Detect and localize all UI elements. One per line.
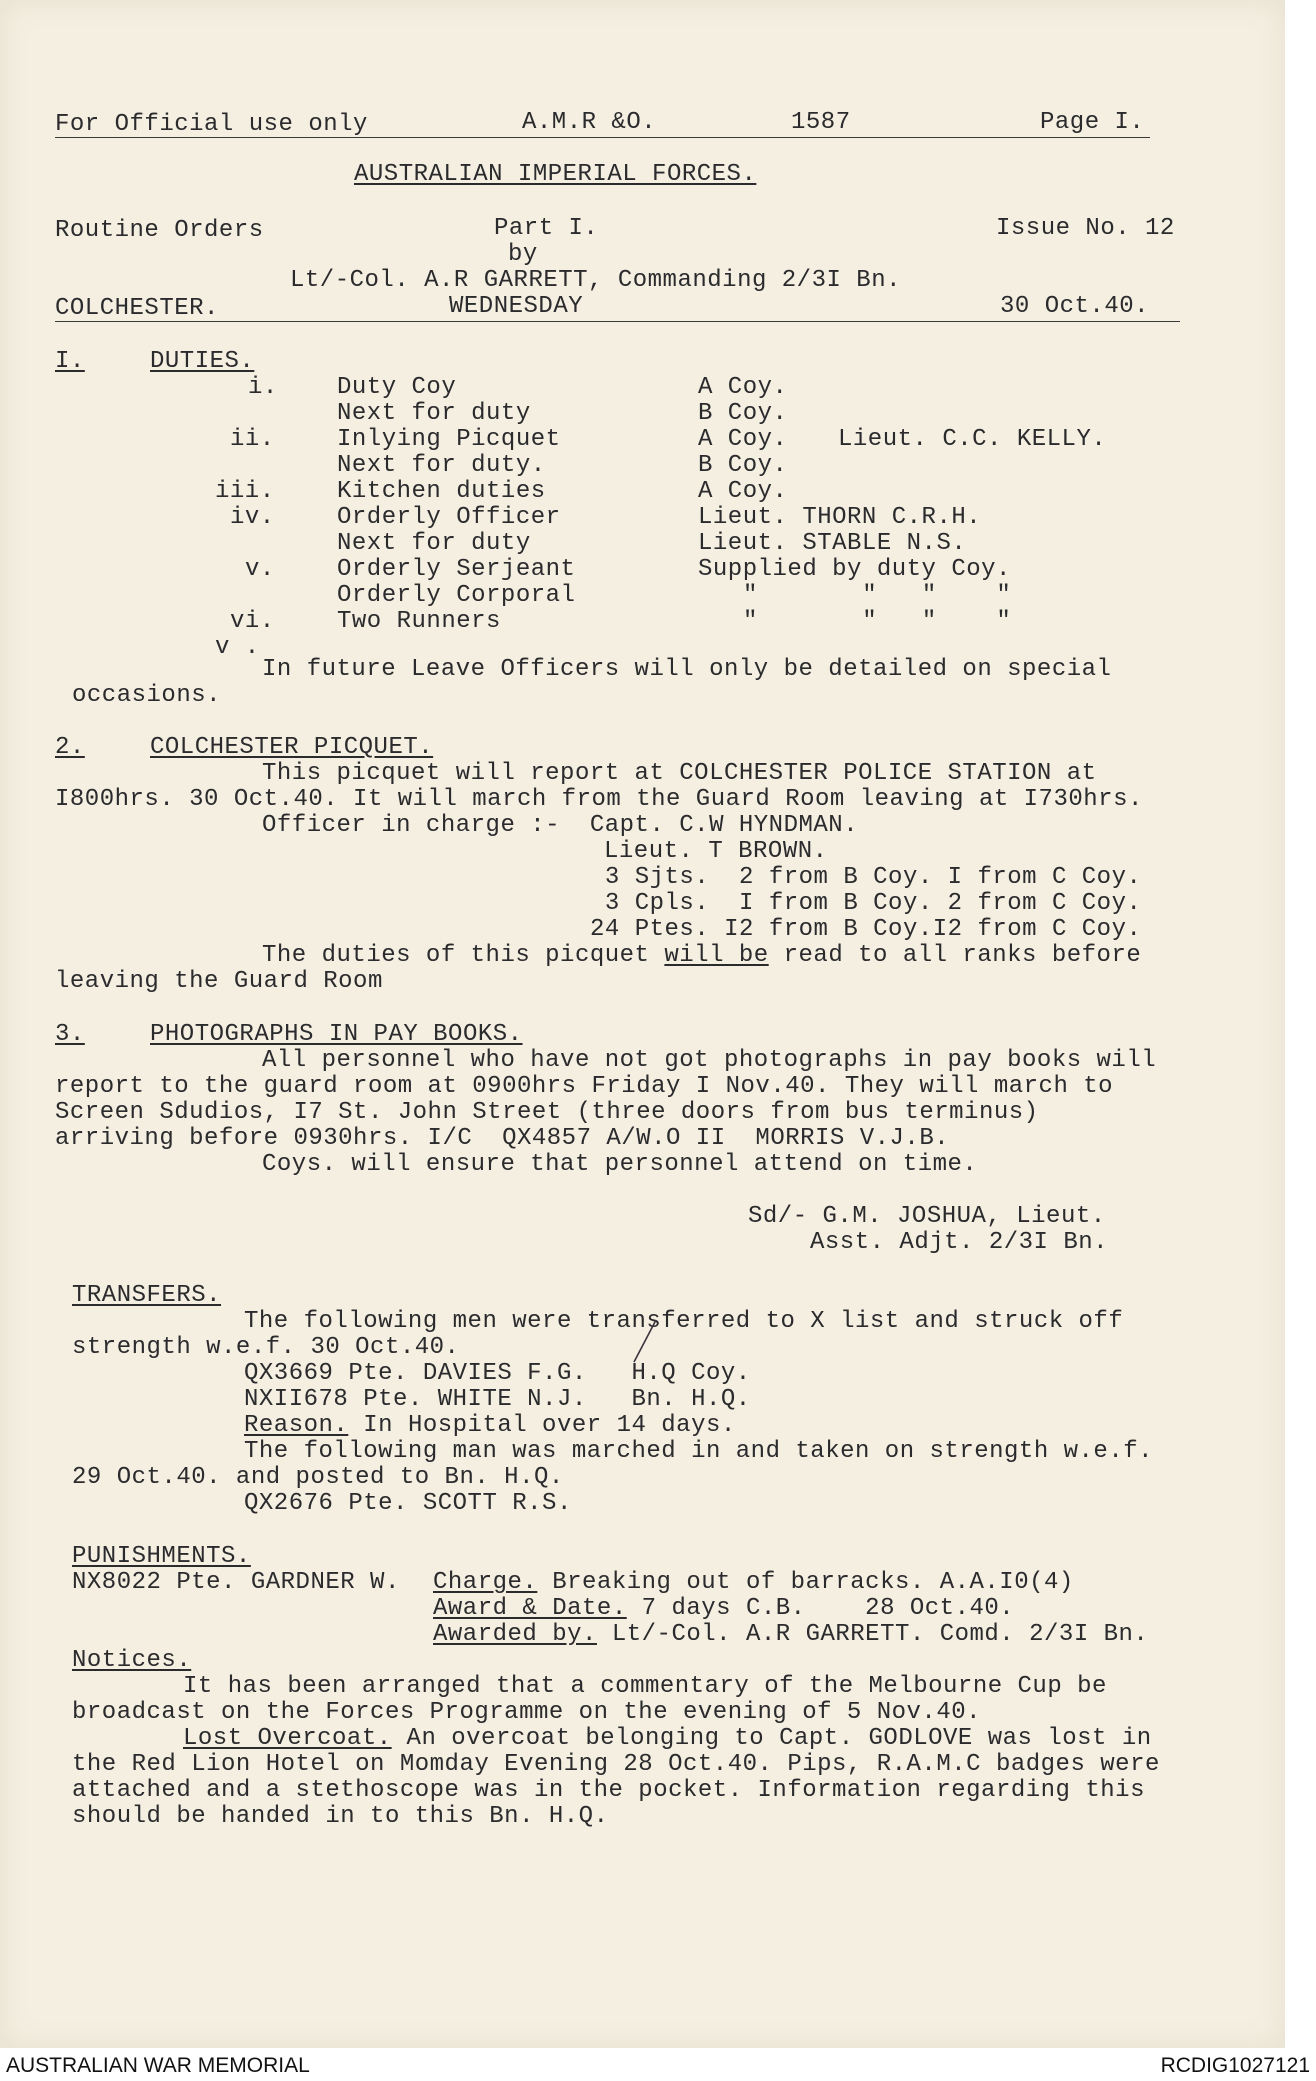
duty-row-name: Orderly Officer (337, 504, 561, 531)
leave-officers-line: In future Leave Officers will only be detailed on special (262, 656, 1112, 683)
duty-row-assignee: A Coy. (698, 478, 788, 505)
part-label: Part I. (494, 215, 599, 242)
header-rule (55, 137, 1150, 138)
picquet-officer-line: Officer in charge :- Capt. C.W HYNDMAN. (262, 812, 859, 839)
punishment-soldier: NX8022 Pte. GARDNER W. (72, 1569, 415, 1596)
duty-row-name: Duty Coy (337, 374, 457, 401)
duty-row-num: iii. (215, 478, 275, 505)
duty-row-name: Kitchen duties (337, 478, 546, 505)
duty-row-num: vi. (230, 608, 275, 635)
duty-row-assignee: Supplied by duty Coy. (698, 556, 1011, 583)
transfers-line: strength w.e.f. 30 Oct.40. (72, 1334, 460, 1361)
picquet-strength-line: 3 Sjts. 2 from B Coy. I from C Coy. (590, 864, 1142, 891)
official-use-text: For Official use only (55, 111, 368, 138)
notices-line: should be handed in to this Bn. H.Q. (72, 1803, 609, 1830)
duty-row-assignee: Lieut. THORN C.R.H. (698, 504, 982, 531)
duty-row-assignee: Lieut. STABLE N.S. (698, 530, 967, 557)
transfer-entry: QX3669 Pte. DAVIES F.G. H.Q Coy. (244, 1360, 751, 1387)
reason-label: Reason. (244, 1412, 349, 1439)
page-number: Page I. (1040, 109, 1145, 136)
pen-mark (630, 1318, 660, 1364)
transfer-reason: Reason. In Hospital over 14 days. (244, 1412, 736, 1439)
commanding-officer: Lt/-Col. A.R GARRETT, Commanding 2/3I Bn. (290, 267, 901, 294)
duty-row-name: Next for duty (337, 400, 531, 427)
photographs-line: report to the guard room at 0900hrs Friday I Nov.40. They will march to (55, 1073, 1114, 1100)
transfers-line: The following men were transferred to X list and struck off (244, 1308, 1124, 1335)
transfers-heading: TRANSFERS. (72, 1282, 222, 1309)
picquet-line: I800hrs. 30 Oct.40. It will march from the Guard Room leaving at I730hrs. (55, 786, 1143, 813)
duty-row-assignee: A Coy. (698, 374, 788, 401)
notices-line: It has been arranged that a commentary of the Melbourne Cup be (183, 1673, 1107, 1700)
duty-row-assignee: " " " " (743, 608, 1012, 635)
duty-row-num: iv. (230, 504, 275, 531)
transfers-line: The following man was marched in and taken on strength w.e.f. (244, 1438, 1154, 1465)
punishment-award: Award & Date. 7 days C.B. 28 Oct.40. (433, 1595, 1015, 1622)
notices-heading: Notices. (72, 1647, 192, 1674)
location: COLCHESTER. (55, 295, 219, 322)
order-number: 1587 (791, 109, 851, 136)
picquet-officer-line: Lieut. T BROWN. (604, 838, 828, 865)
picquet-line: The duties of this picquet will be read to all ranks before (262, 942, 1142, 969)
punishment-charge: Charge. Breaking out of barracks. A.A.I0(4) (433, 1569, 1074, 1596)
duty-row-num: i. (248, 374, 278, 401)
photographs-heading: PHOTOGRAPHS IN PAY BOOKS. (150, 1021, 523, 1048)
duty-row-name: Next for duty (337, 530, 531, 557)
duties-heading: DUTIES. (150, 348, 255, 375)
archive-credit: AUSTRALIAN WAR MEMORIAL (6, 2054, 310, 2077)
picquet-strength-line: 24 Ptes. I2 from B Coy.I2 from C Coy. (590, 916, 1142, 943)
section-number-1: I. (55, 348, 85, 375)
photographs-line: Coys. will ensure that personnel attend on time. (262, 1151, 978, 1178)
underlined-phrase: will be (664, 942, 769, 969)
section-number-2: 2. (55, 734, 85, 761)
section-number-3: 3. (55, 1021, 85, 1048)
notices-line: the Red Lion Hotel on Momday Evening 28 Oct.40. Pips, R.A.M.C badges were (72, 1751, 1160, 1778)
lost-overcoat-notice: Lost Overcoat. An overcoat belonging to Capt. GODLOVE was lost in (183, 1725, 1152, 1752)
award-label: Award & Date. (433, 1595, 627, 1622)
date-rule (55, 321, 1180, 322)
picquet-line: leaving the Guard Room (55, 968, 383, 995)
duty-row-assignee: B Coy. (698, 452, 788, 479)
transfers-line: 29 Oct.40. and posted to Bn. H.Q. (72, 1464, 564, 1491)
notices-line: broadcast on the Forces Programme on the evening of 5 Nov.40. (72, 1699, 982, 1726)
signature-title: Asst. Adjt. 2/3I Bn. (810, 1229, 1109, 1256)
lost-overcoat-label: Lost Overcoat. (183, 1725, 392, 1752)
photographs-line: All personnel who have not got photographs in pay books will (262, 1047, 1157, 1074)
weekday: WEDNESDAY (449, 293, 584, 320)
transfer-entry: QX2676 Pte. SCOTT R.S. (244, 1490, 572, 1517)
signature-line: Sd/- G.M. JOSHUA, Lieut. (748, 1203, 1106, 1230)
duty-row-num: v . (215, 634, 260, 661)
awarded-by-label: Awarded by. (433, 1621, 597, 1648)
duty-row-name: Inlying Picquet (337, 426, 561, 453)
picquet-heading: COLCHESTER PICQUET. (150, 734, 434, 761)
duty-row-assignee: " " " " (743, 582, 1012, 609)
notices-line: attached and a stethoscope was in the pocket. Information regarding this (72, 1777, 1145, 1804)
amr-reference: A.M.R &O. (522, 109, 657, 136)
charge-label: Charge. (433, 1569, 538, 1596)
picquet-strength-line: 3 Cpls. I from B Coy. 2 from C Coy. (590, 890, 1142, 917)
archive-id: RCDIG1027121 (1160, 2054, 1310, 2077)
photographs-line: Screen Sdudios, I7 St. John Street (three doors from bus terminus) (55, 1099, 1039, 1126)
punishment-awarded-by: Awarded by. Lt/-Col. A.R GARRETT. Comd. 2/3I Bn. (433, 1621, 1149, 1648)
duty-row-name: Two Runners (337, 608, 501, 635)
duty-row-assignee: B Coy. (698, 400, 788, 427)
duty-row-assignee: A Coy. (698, 426, 788, 453)
picquet-line: This picquet will report at COLCHESTER POLICE STATION at (262, 760, 1097, 787)
duty-row-name: Next for duty. (337, 452, 546, 479)
order-date: 30 Oct.40. (1000, 293, 1150, 320)
routine-orders-label: Routine Orders (55, 217, 264, 244)
force-title: AUSTRALIAN IMPERIAL FORCES. (354, 161, 757, 188)
duty-row-num: v. (245, 556, 275, 583)
duty-row-num: ii. (230, 426, 275, 453)
duty-row-officer: Lieut. C.C. KELLY. (838, 426, 1107, 453)
transfer-entry: NXII678 Pte. WHITE N.J. Bn. H.Q. (244, 1386, 751, 1413)
duty-row-name: Orderly Corporal (337, 582, 576, 609)
by-label: by (508, 241, 538, 268)
punishments-heading: PUNISHMENTS. (72, 1543, 251, 1570)
photographs-line: arriving before 0930hrs. I/C QX4857 A/W.O II MORRIS V.J.B. (55, 1125, 950, 1152)
leave-officers-line: occasions. (72, 682, 222, 709)
duty-row-name: Orderly Serjeant (337, 556, 576, 583)
issue-number: Issue No. 12 (996, 215, 1175, 242)
